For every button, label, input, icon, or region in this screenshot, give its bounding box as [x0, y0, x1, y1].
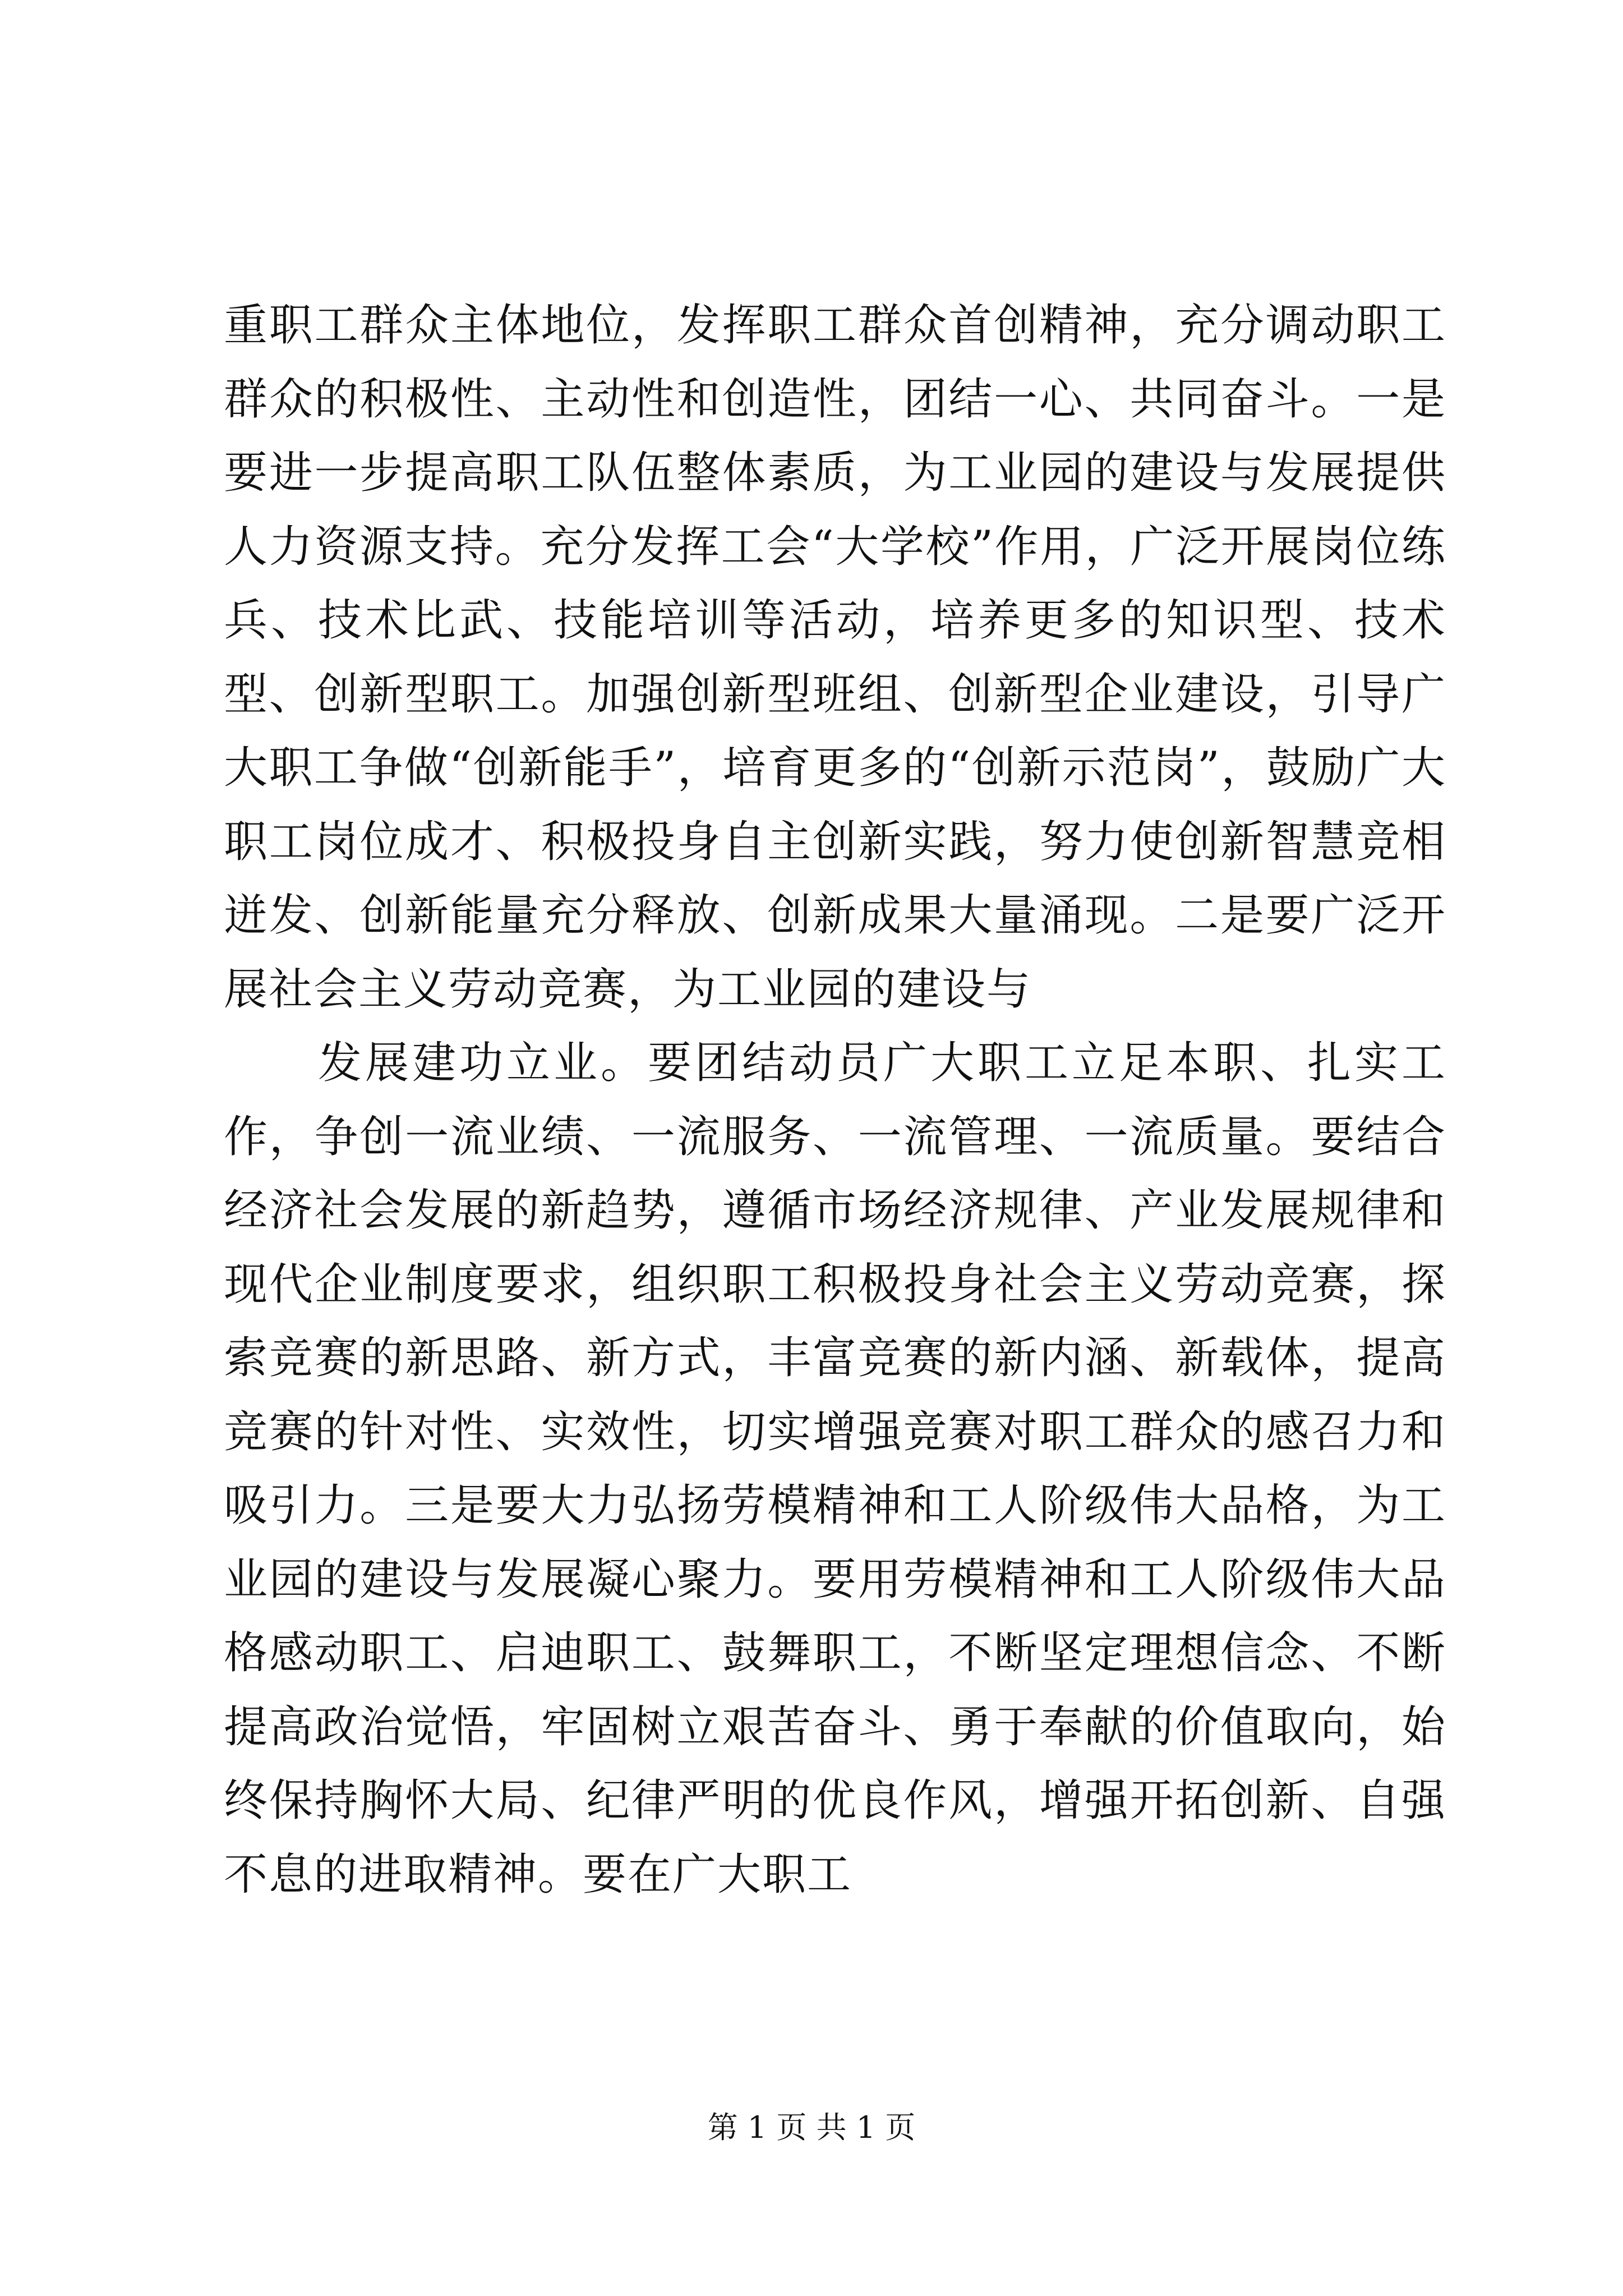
page-footer: 第 1 页 共 1 页: [707, 2110, 916, 2145]
paragraph-2: 发展建功立业。要团结动员广大职工立足本职、扎实工作，争创一流业绩、一流服务、一流管理、一流质量。要结合经济社会发展的新趋势，遵循市场经济规律、产业发展规律和现代企业制度要求，组织职工积极投身社会主义劳动竞赛，探索竞赛的新思路、新方式，丰富竞赛的新内涵、新载体，提高竞赛的针对性、实效性，切实增强竞赛对职工群众的感召力和吸引力。三是要大力弘扬劳模精神和工人阶级伟大品格，为工业园的建设与发展凝心聚力。要用劳模精神和工人阶级伟大品格感动职工、启迪职工、鼓舞职工，不断坚定理想信念、不断提高政治觉悟，牢固树立艰苦奋斗、勇于奉献的价值取向，始终保持胸怀大局、纪律严明的优良作风，增强开拓创新、自强不息的进取精神。要在广大职工: [224, 1038, 1446, 1900]
paragraph-1: 重职工群众主体地位，发挥职工群众首创精神，充分调动职工群众的积极性、主动性和创造性，团结一心、共同奋斗。一是要进一步提高职工队伍整体素质，为工业园的建设与发展提供人力资源支持。充分发挥工会“大学校”作用，广泛开展岗位练兵、技术比武、技能培训等活动，培养更多的知识型、技术型、创新型职工。加强创新型班组、创新型企业建设，引导广大职工争做“创新能手”，培育更多的“创新示范岗”，鼓励广大职工岗位成才、积极投身自主创新实践，努力使创新智慧竞相迸发、创新能量充分释放、创新成果大量涌现。二是要广泛开展社会主义劳动竞赛，为工业园的建设与: [224, 300, 1446, 1015]
document-body: [224, 289, 1446, 1912]
